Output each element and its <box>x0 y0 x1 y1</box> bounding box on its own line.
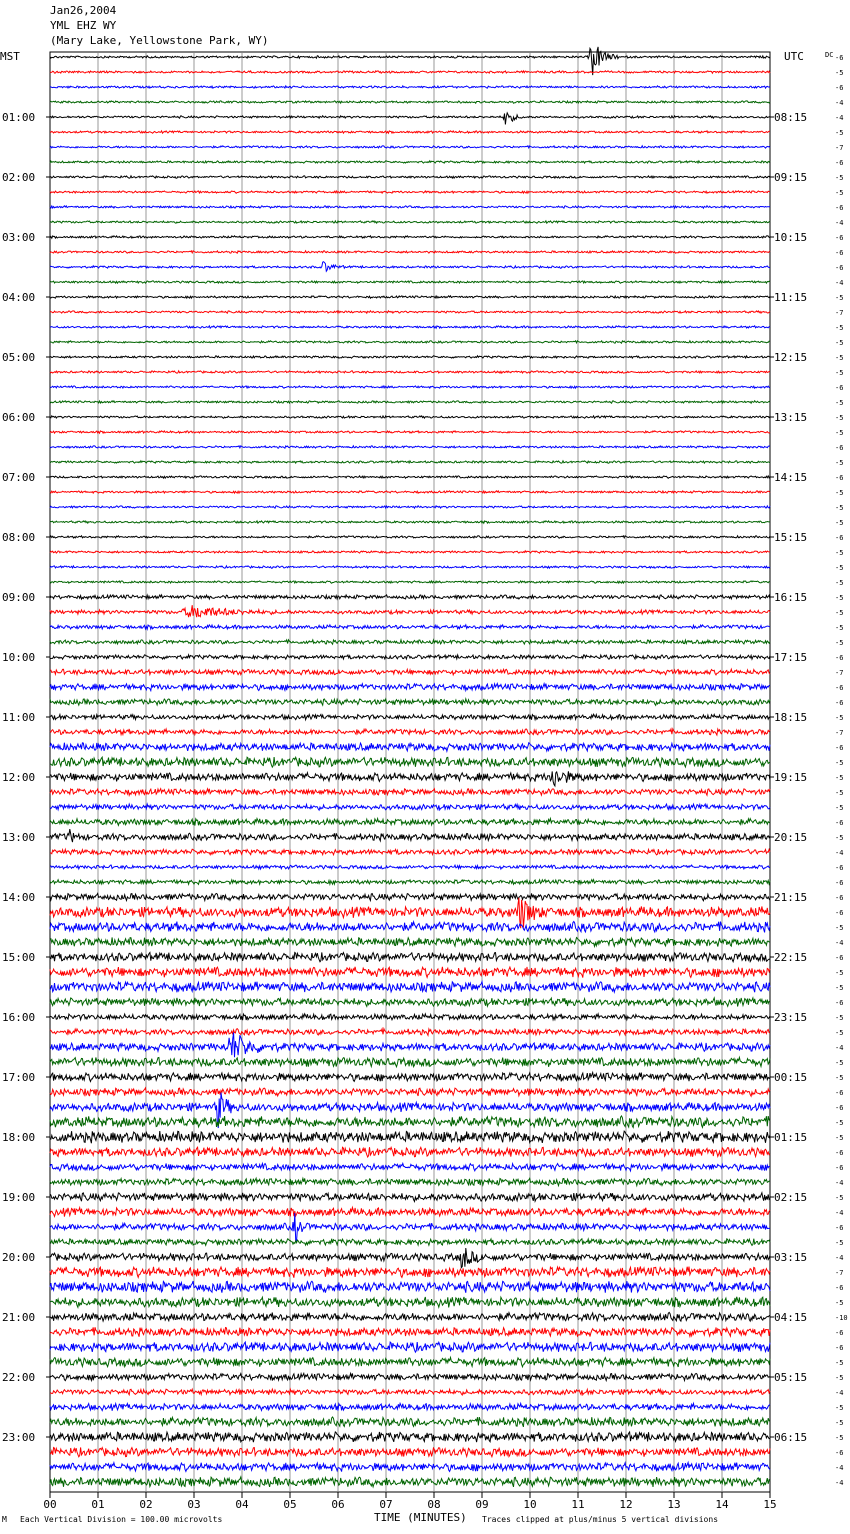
dc-offset-label: -4 <box>835 1389 844 1397</box>
left-hour-label: 06:00 <box>2 411 36 424</box>
dc-offset-label: -10 <box>835 1314 848 1322</box>
dc-offset-label: -4 <box>835 1179 844 1187</box>
x-tick-label: 05 <box>283 1498 297 1511</box>
x-tick-label: 04 <box>235 1498 249 1511</box>
dc-offset-label: -6 <box>835 684 844 692</box>
dc-offset-label: -5 <box>835 489 844 497</box>
dc-offset-label: -6 <box>835 249 844 257</box>
dc-offset-label: -5 <box>835 1119 844 1127</box>
dc-offset-label: -5 <box>835 774 844 782</box>
dc-offset-label: -6 <box>835 1449 844 1457</box>
left-hour-label: 09:00 <box>2 591 36 604</box>
left-hour-label: 12:00 <box>2 771 36 784</box>
left-hour-label: 19:00 <box>2 1191 36 1204</box>
dc-offset-label: -4 <box>835 939 844 947</box>
right-hour-label: 04:15 <box>774 1311 808 1324</box>
dc-offset-label: -4 <box>835 1464 844 1472</box>
right-hour-label: 08:15 <box>774 111 808 124</box>
dc-offset-label: -4 <box>835 99 844 107</box>
dc-offset-label: -5 <box>835 609 844 617</box>
left-hour-label: 05:00 <box>2 351 36 364</box>
x-tick-label: 12 <box>619 1498 633 1511</box>
x-tick-label: 14 <box>715 1498 729 1511</box>
left-hour-label: 15:00 <box>2 951 36 964</box>
dc-offset-label: -6 <box>835 1329 844 1337</box>
x-tick-label: 11 <box>571 1498 585 1511</box>
right-timezone-label: UTC <box>784 50 804 63</box>
dc-offset-label: -5 <box>835 1299 844 1307</box>
right-hour-label: 00:15 <box>774 1071 808 1084</box>
dc-offset-label: -6 <box>835 264 844 272</box>
dc-offset-label: -5 <box>835 129 844 137</box>
dc-offset-label: -5 <box>835 789 844 797</box>
dc-offset-label: -6 <box>835 1284 844 1292</box>
left-hour-label: 23:00 <box>2 1431 36 1444</box>
dc-offset-label: -5 <box>835 1434 844 1442</box>
x-tick-label: 01 <box>91 1498 105 1511</box>
right-hour-label: 12:15 <box>774 351 808 364</box>
dc-offset-label: -6 <box>835 1089 844 1097</box>
right-hour-label: 03:15 <box>774 1251 808 1264</box>
left-hour-label: 03:00 <box>2 231 36 244</box>
left-hour-label: 16:00 <box>2 1011 36 1024</box>
dc-offset-label: -6 <box>835 1149 844 1157</box>
dc-offset-label: -5 <box>835 579 844 587</box>
left-hour-label: 18:00 <box>2 1131 36 1144</box>
right-hour-label: 19:15 <box>774 771 808 784</box>
dc-offset-label: -6 <box>835 234 844 242</box>
x-tick-label: 08 <box>427 1498 441 1511</box>
right-hour-label: 22:15 <box>774 951 808 964</box>
dc-label: DC <box>825 51 834 59</box>
dc-offset-label: -5 <box>835 1014 844 1022</box>
x-tick-label: 07 <box>379 1498 393 1511</box>
left-timezone-label: MST <box>0 50 20 63</box>
dc-offset-label: -5 <box>835 624 844 632</box>
dc-offset-label: -5 <box>835 459 844 467</box>
left-hour-label: 11:00 <box>2 711 36 724</box>
left-hour-label: 08:00 <box>2 531 36 544</box>
dc-offset-label: -6 <box>835 744 844 752</box>
dc-offset-label: -5 <box>835 564 844 572</box>
dc-offset-label: -5 <box>835 1134 844 1142</box>
right-hour-label: 17:15 <box>774 651 808 664</box>
dc-offset-label: -6 <box>835 909 844 917</box>
right-hour-label: 18:15 <box>774 711 808 724</box>
dc-offset-label: -5 <box>835 1419 844 1427</box>
left-hour-label: 04:00 <box>2 291 36 304</box>
dc-offset-label: -4 <box>835 279 844 287</box>
dc-offset-label: -6 <box>835 534 844 542</box>
right-hour-label: 21:15 <box>774 891 808 904</box>
dc-offset-label: -6 <box>835 954 844 962</box>
dc-offset-label: -5 <box>835 759 844 767</box>
dc-offset-label: -6 <box>835 819 844 827</box>
right-hour-label: 14:15 <box>774 471 808 484</box>
dc-offset-label: -6 <box>835 1344 844 1352</box>
right-hour-label: 02:15 <box>774 1191 808 1204</box>
dc-offset-label: -7 <box>835 309 844 317</box>
dc-offset-label: -5 <box>835 1359 844 1367</box>
left-hour-label: 01:00 <box>2 111 36 124</box>
x-tick-label: 03 <box>187 1498 201 1511</box>
dc-offset-label: -5 <box>835 594 844 602</box>
dc-offset-label: -5 <box>835 834 844 842</box>
dc-offset-label: -5 <box>835 984 844 992</box>
dc-offset-label: -5 <box>835 69 844 77</box>
location-label: (Mary Lake, Yellowstone Park, WY) <box>50 34 269 47</box>
dc-offset-label: -6 <box>835 654 844 662</box>
dc-offset-label: -5 <box>835 414 844 422</box>
dc-offset-label: -6 <box>835 1224 844 1232</box>
dc-offset-label: -6 <box>835 384 844 392</box>
dc-offset-label: -5 <box>835 399 844 407</box>
left-hour-label: 10:00 <box>2 651 36 664</box>
dc-offset-label: -6 <box>835 894 844 902</box>
right-hour-label: 06:15 <box>774 1431 808 1444</box>
dc-offset-label: -6 <box>835 444 844 452</box>
dc-offset-label: -4 <box>835 219 844 227</box>
left-hour-label: 20:00 <box>2 1251 36 1264</box>
date-label: Jan26,2004 <box>50 4 117 17</box>
dc-offset-label: -5 <box>835 189 844 197</box>
dc-offset-label: -6 <box>835 159 844 167</box>
dc-offset-label: -6 <box>835 1164 844 1172</box>
right-hour-label: 05:15 <box>774 1371 808 1384</box>
left-hour-label: 07:00 <box>2 471 36 484</box>
dc-offset-label: -5 <box>835 324 844 332</box>
right-hour-label: 15:15 <box>774 531 808 544</box>
dc-offset-label: -6 <box>835 204 844 212</box>
dc-offset-label: -6 <box>835 879 844 887</box>
x-tick-label: 00 <box>43 1498 57 1511</box>
right-hour-label: 01:15 <box>774 1131 808 1144</box>
dc-offset-label: -5 <box>835 639 844 647</box>
dc-offset-label: -5 <box>835 519 844 527</box>
dc-offset-label: -5 <box>835 354 844 362</box>
left-hour-label: 17:00 <box>2 1071 36 1084</box>
dc-offset-label: -6 <box>835 699 844 707</box>
footer-mark: M <box>2 1515 7 1524</box>
dc-offset-label: -7 <box>835 669 844 677</box>
x-tick-label: 10 <box>523 1498 537 1511</box>
right-hour-label: 23:15 <box>774 1011 808 1024</box>
dc-offset-label: -5 <box>835 369 844 377</box>
dc-offset-label: -6 <box>835 54 844 62</box>
x-axis-title: TIME (MINUTES) <box>374 1511 467 1524</box>
dc-offset-label: -5 <box>835 969 844 977</box>
dc-offset-label: -5 <box>835 714 844 722</box>
dc-offset-label: -4 <box>835 114 844 122</box>
dc-offset-label: -5 <box>835 1404 844 1412</box>
scale-note: Each Vertical Division = 100.00 microvolts <box>20 1515 223 1524</box>
x-tick-label: 06 <box>331 1498 345 1511</box>
right-hour-label: 10:15 <box>774 231 808 244</box>
station-label: YML EHZ WY <box>50 19 117 32</box>
dc-offset-label: -5 <box>835 804 844 812</box>
x-tick-label: 15 <box>763 1498 777 1511</box>
dc-offset-label: -5 <box>835 1074 844 1082</box>
dc-offset-label: -7 <box>835 729 844 737</box>
dc-offset-label: -7 <box>835 144 844 152</box>
x-tick-label: 13 <box>667 1498 681 1511</box>
dc-offset-label: -6 <box>835 84 844 92</box>
clip-note: Traces clipped at plus/minus 5 vertical divisions <box>482 1515 719 1524</box>
dc-offset-label: -5 <box>835 294 844 302</box>
right-hour-label: 09:15 <box>774 171 808 184</box>
dc-offset-label: -4 <box>835 849 844 857</box>
dc-offset-label: -5 <box>835 504 844 512</box>
x-tick-label: 09 <box>475 1498 489 1511</box>
left-hour-label: 02:00 <box>2 171 36 184</box>
x-tick-label: 02 <box>139 1498 153 1511</box>
dc-offset-label: -5 <box>835 1059 844 1067</box>
dc-offset-label: -4 <box>835 1479 844 1487</box>
right-hour-label: 20:15 <box>774 831 808 844</box>
dc-offset-label: -5 <box>835 174 844 182</box>
dc-offset-label: -5 <box>835 339 844 347</box>
dc-offset-label: -6 <box>835 864 844 872</box>
dc-offset-label: -5 <box>835 429 844 437</box>
dc-offset-label: -5 <box>835 1029 844 1037</box>
dc-offset-label: -4 <box>835 1044 844 1052</box>
left-hour-label: 14:00 <box>2 891 36 904</box>
dc-offset-label: -5 <box>835 1374 844 1382</box>
right-hour-label: 16:15 <box>774 591 808 604</box>
dc-offset-label: -4 <box>835 1254 844 1262</box>
dc-offset-label: -4 <box>835 1209 844 1217</box>
dc-offset-label: -5 <box>835 924 844 932</box>
dc-offset-label: -6 <box>835 999 844 1007</box>
dc-offset-label: -5 <box>835 1194 844 1202</box>
dc-offset-label: -5 <box>835 1239 844 1247</box>
dc-offset-label: -6 <box>835 1104 844 1112</box>
left-hour-label: 22:00 <box>2 1371 36 1384</box>
dc-offset-label: -6 <box>835 474 844 482</box>
left-hour-label: 21:00 <box>2 1311 36 1324</box>
dc-offset-label: -7 <box>835 1269 844 1277</box>
right-hour-label: 13:15 <box>774 411 808 424</box>
right-hour-label: 11:15 <box>774 291 808 304</box>
dc-offset-label: -5 <box>835 549 844 557</box>
left-hour-label: 13:00 <box>2 831 36 844</box>
